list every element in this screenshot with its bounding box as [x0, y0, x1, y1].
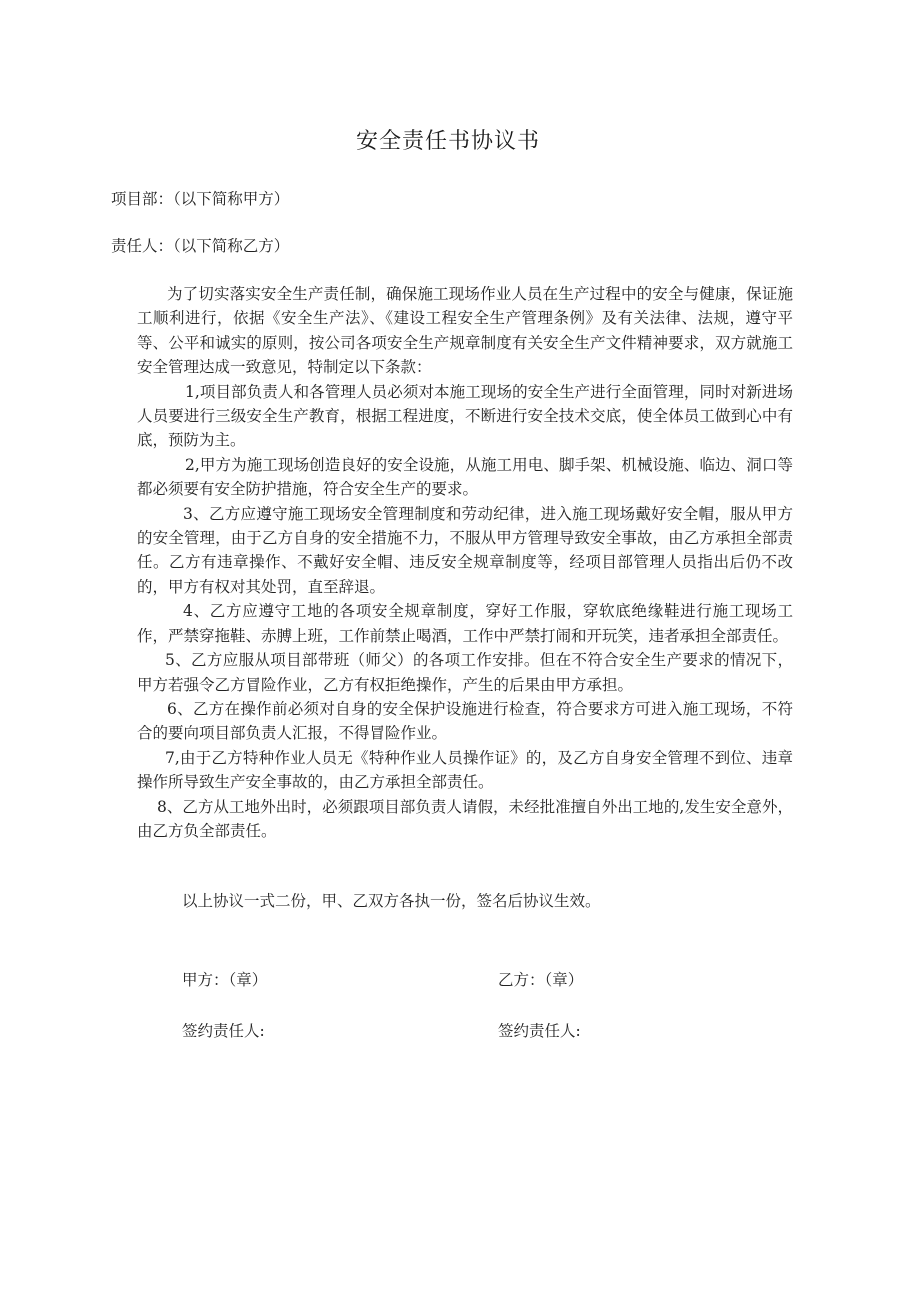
clause-1: 1,项目部负责人和各管理人员必须对本施工现场的安全生产进行全面管理，同时对新进场人员要进行三级安全生产教育，根据工程进度，不断进行安全技术交底，使全体员工做到心中有底，预防为主。: [137, 382, 793, 450]
party-a-seal: 甲方：（章）: [182, 971, 268, 989]
party-a-line: 项目部：（以下简称甲方）: [111, 190, 290, 208]
clause-6: 6、乙方在操作前必须对自身的安全保护设施进行检查，符合要求方可进入施工现场，不符合的要向项目部负责人汇报，不得冒险作业。: [137, 699, 793, 743]
party-b-signer: 签约责任人:: [498, 1022, 581, 1040]
clause-4: 4、乙方应遵守工地的各项安全规章制度，穿好工作服，穿软底绝缘鞋进行施工现场工作，严禁穿拖鞋、赤膊上班，工作前禁止喝酒，工作中严禁打闹和开玩笑，违者承担全部责任。: [137, 602, 793, 645]
party-b-seal: 乙方：（章）: [498, 971, 584, 989]
agreement-body: [137, 282, 793, 843]
document-title: 安全责任书协议书: [355, 129, 540, 154]
clause-2: 2,甲方为施工现场创造良好的安全设施，从施工用电、脚手架、机械设施、临边、洞口等都必须要有安全防护措施，符合安全生产的要求。: [137, 455, 793, 499]
intro-paragraph: 为了切实落实安全生产责任制，确保施工现场作业人员在生产过程中的安全与健康，保证施工顺利进行，依据《安全生产法》、《建设工程安全生产管理条例》及有关法律、法规，遵守平等、公平和诚实的原则，按公司各项安全生产规章制度有关安全生产文件精神要求，双方就施工安全管理达成一致意见，特制定以下条款：: [137, 285, 793, 377]
clause-3: 3、乙方应遵守施工现场安全管理制度和劳动纪律，进入施工现场戴好安全帽，服从甲方的安全管理，由于乙方自身的安全措施不力，不服从甲方管理导致安全事故，由乙方承担全部责任。乙方有违章操作、不戴好安全帽、违反安全规章制度等，经项目部管理人员指出后仍不改的，甲方有权对其处罚，直至辞退。: [137, 504, 793, 596]
conclusion-line: 以上协议一式二份，甲、乙双方各执一份，签名后协议生效。: [182, 892, 601, 910]
clause-7: 7,由于乙方特种作业人员无《特种作业人员操作证》的，及乙方自身安全管理不到位、违章操作所导致生产安全事故的，由乙方承担全部责任。: [137, 748, 793, 792]
party-a-signer: 签约责任人:: [182, 1022, 265, 1040]
clause-5: 5、乙方应服从项目部带班（师父）的各项工作安排。但在不符合安全生产要求的情况下，甲方若强令乙方冒险作业，乙方有权拒绝操作，产生的后果由甲方承担。: [137, 651, 793, 694]
clause-8: 8、乙方从工地外出时，必须跟项目部负责人请假，未经批准擅自外出工地的,发生安全意外，由乙方负全部责任。: [137, 797, 793, 840]
party-b-line: 责任人：（以下简称乙方）: [111, 237, 290, 255]
